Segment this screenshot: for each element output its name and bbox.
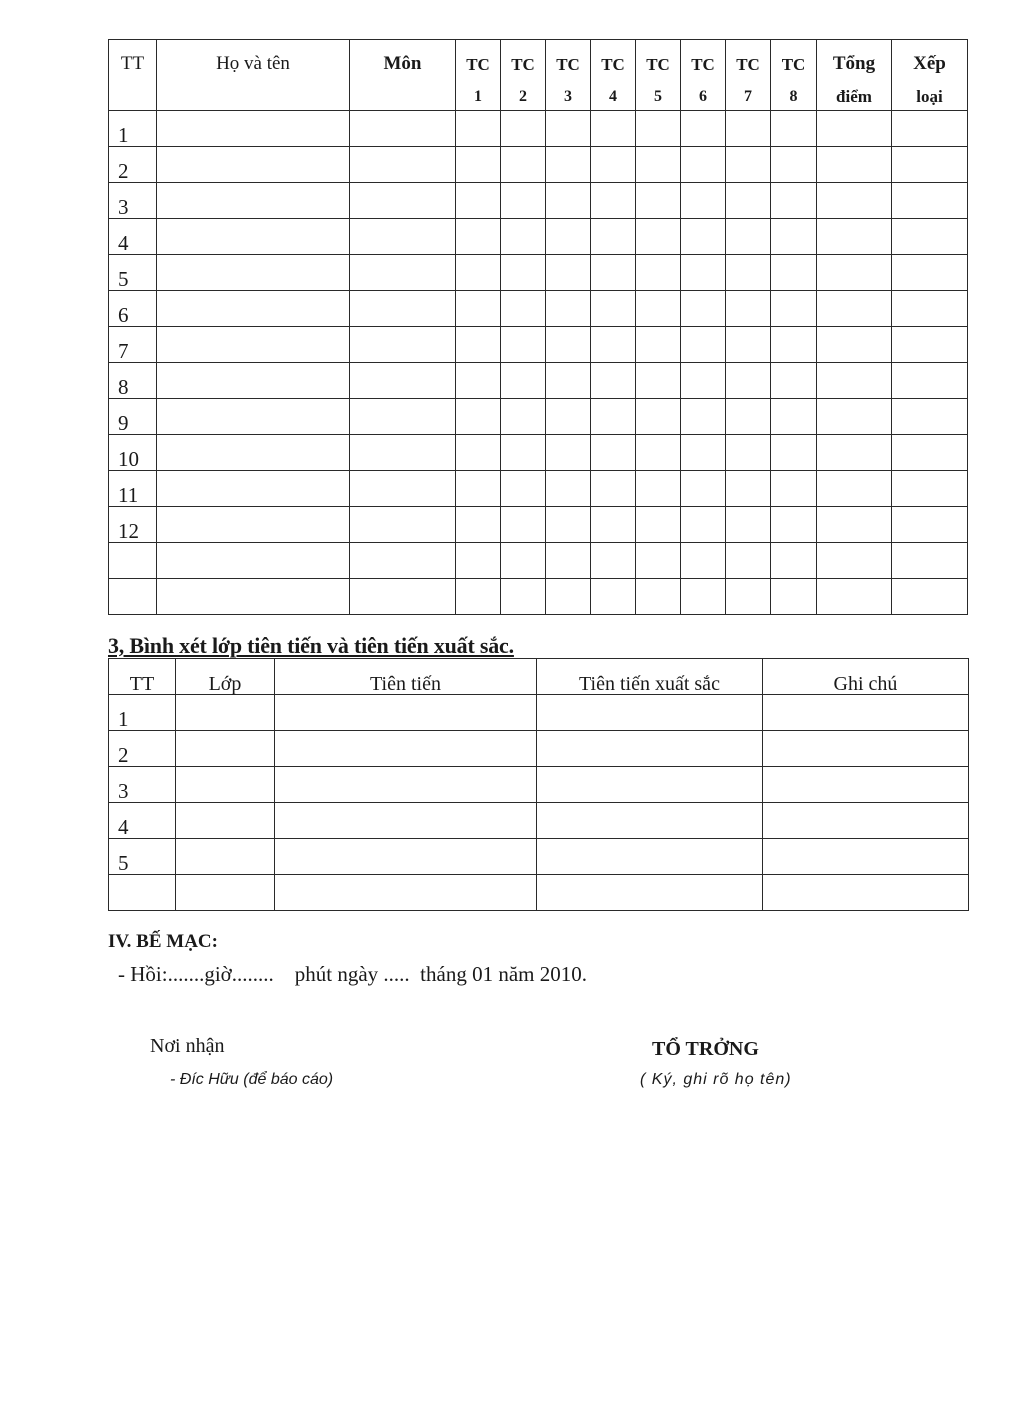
- header-tc-1: TC 1: [456, 40, 501, 111]
- empty-cell[interactable]: [771, 507, 817, 543]
- empty-cell[interactable]: [726, 579, 771, 615]
- empty-cell[interactable]: [726, 147, 771, 183]
- empty-cell[interactable]: [501, 471, 546, 507]
- row-number: 1: [109, 111, 157, 147]
- empty-cell[interactable]: [501, 399, 546, 435]
- empty-cell[interactable]: [892, 183, 968, 219]
- empty-cell[interactable]: [636, 399, 681, 435]
- score-table-row: [109, 435, 968, 471]
- header-tong-diem: Tổng điểm: [817, 40, 892, 111]
- empty-cell[interactable]: [157, 219, 350, 255]
- empty-cell[interactable]: [456, 183, 501, 219]
- empty-cell[interactable]: [456, 579, 501, 615]
- empty-cell[interactable]: [350, 219, 456, 255]
- empty-cell[interactable]: [771, 111, 817, 147]
- empty-cell[interactable]: [636, 219, 681, 255]
- empty-cell[interactable]: [537, 731, 763, 767]
- row-number: [109, 543, 157, 579]
- row-number: [109, 579, 157, 615]
- header-tc-5: TC 5: [636, 40, 681, 111]
- empty-cell[interactable]: [771, 219, 817, 255]
- row-number: 5: [109, 255, 157, 291]
- empty-cell[interactable]: [771, 147, 817, 183]
- empty-cell[interactable]: [591, 327, 636, 363]
- score-table-row: [109, 111, 968, 147]
- empty-cell[interactable]: [546, 183, 591, 219]
- empty-cell[interactable]: [501, 291, 546, 327]
- empty-cell[interactable]: [456, 363, 501, 399]
- score-table-row: [109, 363, 968, 399]
- empty-cell[interactable]: [591, 435, 636, 471]
- empty-cell[interactable]: [726, 435, 771, 471]
- empty-cell[interactable]: [591, 291, 636, 327]
- empty-cell[interactable]: [726, 399, 771, 435]
- score-table: [108, 39, 968, 615]
- empty-cell[interactable]: [681, 435, 726, 471]
- empty-cell[interactable]: [636, 183, 681, 219]
- empty-cell[interactable]: [176, 731, 275, 767]
- empty-cell[interactable]: [681, 219, 726, 255]
- row-number: 6: [109, 291, 157, 327]
- empty-cell[interactable]: [636, 255, 681, 291]
- empty-cell[interactable]: [726, 291, 771, 327]
- empty-cell[interactable]: [546, 327, 591, 363]
- row-number: 12: [109, 507, 157, 543]
- score-table-row: [109, 579, 968, 615]
- empty-cell[interactable]: [157, 111, 350, 147]
- empty-cell[interactable]: [501, 579, 546, 615]
- row-number: 10: [109, 435, 157, 471]
- empty-cell[interactable]: [350, 255, 456, 291]
- empty-cell[interactable]: [726, 111, 771, 147]
- empty-cell[interactable]: [546, 579, 591, 615]
- empty-cell[interactable]: [591, 471, 636, 507]
- class-ranking-row: [109, 839, 969, 875]
- empty-cell[interactable]: [176, 803, 275, 839]
- class-ranking-table: [108, 658, 969, 911]
- row-number: 4: [109, 219, 157, 255]
- empty-cell[interactable]: [636, 111, 681, 147]
- empty-cell[interactable]: [636, 507, 681, 543]
- closing-time-line: - Hồi:.......giờ........ phút ngày ..... tháng 01 năm 2010.: [118, 962, 587, 986]
- empty-cell[interactable]: [817, 147, 892, 183]
- empty-cell[interactable]: [350, 543, 456, 579]
- class-ranking-row: [109, 767, 969, 803]
- empty-cell[interactable]: [681, 147, 726, 183]
- section-3-title: 3, Bình xét lớp tiên tiến và tiên tiến xuất sắc.: [108, 633, 514, 658]
- recipient-item: - Đíc Hữu (để báo cáo): [170, 1071, 334, 1088]
- empty-cell[interactable]: [350, 399, 456, 435]
- header-xep-loai: Xếp loại: [892, 40, 968, 111]
- score-table-header-row: [109, 40, 968, 111]
- empty-cell[interactable]: [681, 471, 726, 507]
- empty-cell[interactable]: [591, 507, 636, 543]
- empty-cell[interactable]: [591, 183, 636, 219]
- empty-cell[interactable]: [176, 839, 275, 875]
- empty-cell[interactable]: [501, 363, 546, 399]
- empty-cell[interactable]: [546, 147, 591, 183]
- empty-cell[interactable]: [501, 219, 546, 255]
- empty-cell[interactable]: [771, 543, 817, 579]
- row-number: 8: [109, 363, 157, 399]
- empty-cell[interactable]: [817, 507, 892, 543]
- empty-cell[interactable]: [176, 875, 275, 911]
- empty-cell[interactable]: [636, 363, 681, 399]
- empty-cell[interactable]: [591, 579, 636, 615]
- empty-cell[interactable]: [726, 543, 771, 579]
- header-tt: TT: [109, 659, 176, 695]
- empty-cell[interactable]: [350, 363, 456, 399]
- empty-cell[interactable]: [771, 255, 817, 291]
- empty-cell[interactable]: [350, 147, 456, 183]
- empty-cell[interactable]: [456, 543, 501, 579]
- empty-cell[interactable]: [350, 327, 456, 363]
- empty-cell[interactable]: [456, 399, 501, 435]
- empty-cell[interactable]: [157, 471, 350, 507]
- empty-cell[interactable]: [771, 363, 817, 399]
- empty-cell[interactable]: [763, 695, 969, 731]
- score-table-row: [109, 291, 968, 327]
- empty-cell[interactable]: [817, 363, 892, 399]
- empty-cell[interactable]: [350, 183, 456, 219]
- header-ghi-chu: Ghi chú: [763, 659, 969, 695]
- empty-cell[interactable]: [501, 435, 546, 471]
- class-ranking-header-row: [109, 659, 969, 695]
- empty-cell[interactable]: [726, 183, 771, 219]
- row-number: 1: [109, 695, 176, 731]
- empty-cell[interactable]: [501, 255, 546, 291]
- empty-cell[interactable]: [636, 435, 681, 471]
- empty-cell[interactable]: [591, 111, 636, 147]
- score-table-row: [109, 543, 968, 579]
- empty-cell[interactable]: [275, 695, 537, 731]
- header-tien-tien: Tiên tiến: [275, 659, 537, 695]
- empty-cell[interactable]: [681, 399, 726, 435]
- header-mon: Môn: [350, 40, 456, 111]
- empty-cell[interactable]: [636, 291, 681, 327]
- score-table-row: [109, 507, 968, 543]
- header-ho-va-ten: Họ và tên: [157, 40, 350, 111]
- empty-cell[interactable]: [275, 839, 537, 875]
- empty-cell[interactable]: [681, 327, 726, 363]
- empty-cell[interactable]: [763, 731, 969, 767]
- empty-cell[interactable]: [537, 875, 763, 911]
- empty-cell[interactable]: [350, 111, 456, 147]
- empty-cell[interactable]: [275, 803, 537, 839]
- empty-cell[interactable]: [817, 327, 892, 363]
- row-number: [109, 875, 176, 911]
- empty-cell[interactable]: [817, 435, 892, 471]
- row-number: 9: [109, 399, 157, 435]
- empty-cell[interactable]: [591, 219, 636, 255]
- empty-cell[interactable]: [501, 183, 546, 219]
- empty-cell[interactable]: [546, 543, 591, 579]
- score-table-row: [109, 399, 968, 435]
- empty-cell[interactable]: [726, 471, 771, 507]
- signer-title: TỔ TRỞNG: [652, 1038, 759, 1060]
- empty-cell[interactable]: [892, 147, 968, 183]
- empty-cell[interactable]: [892, 255, 968, 291]
- empty-cell[interactable]: [591, 255, 636, 291]
- empty-cell[interactable]: [726, 363, 771, 399]
- empty-cell[interactable]: [817, 219, 892, 255]
- empty-cell[interactable]: [546, 399, 591, 435]
- empty-cell[interactable]: [892, 579, 968, 615]
- empty-cell[interactable]: [817, 183, 892, 219]
- empty-cell[interactable]: [817, 579, 892, 615]
- empty-cell[interactable]: [771, 579, 817, 615]
- empty-cell[interactable]: [157, 579, 350, 615]
- empty-cell[interactable]: [157, 183, 350, 219]
- empty-cell[interactable]: [456, 111, 501, 147]
- empty-cell[interactable]: [546, 363, 591, 399]
- empty-cell[interactable]: [681, 111, 726, 147]
- score-table-row: [109, 219, 968, 255]
- empty-cell[interactable]: [892, 327, 968, 363]
- empty-cell[interactable]: [546, 507, 591, 543]
- empty-cell[interactable]: [350, 507, 456, 543]
- empty-cell[interactable]: [157, 507, 350, 543]
- empty-cell[interactable]: [350, 435, 456, 471]
- empty-cell[interactable]: [817, 543, 892, 579]
- empty-cell[interactable]: [636, 327, 681, 363]
- class-ranking-row: [109, 731, 969, 767]
- class-ranking-body: [109, 695, 969, 911]
- empty-cell[interactable]: [157, 543, 350, 579]
- empty-cell[interactable]: [546, 111, 591, 147]
- empty-cell[interactable]: [771, 471, 817, 507]
- empty-cell[interactable]: [456, 435, 501, 471]
- empty-cell[interactable]: [501, 507, 546, 543]
- empty-cell[interactable]: [681, 507, 726, 543]
- empty-cell[interactable]: [892, 399, 968, 435]
- class-ranking-row: [109, 695, 969, 731]
- signer-note: ( Ký, ghi rõ họ tên): [640, 1071, 792, 1088]
- score-table-row: [109, 183, 968, 219]
- empty-cell[interactable]: [546, 291, 591, 327]
- empty-cell[interactable]: [546, 471, 591, 507]
- empty-cell[interactable]: [681, 579, 726, 615]
- empty-cell[interactable]: [681, 363, 726, 399]
- header-tc-6: TC 6: [681, 40, 726, 111]
- empty-cell[interactable]: [350, 291, 456, 327]
- header-lop: Lớp: [176, 659, 275, 695]
- empty-cell[interactable]: [892, 507, 968, 543]
- empty-cell[interactable]: [157, 291, 350, 327]
- empty-cell[interactable]: [537, 695, 763, 731]
- empty-cell[interactable]: [892, 219, 968, 255]
- empty-cell[interactable]: [817, 399, 892, 435]
- empty-cell[interactable]: [817, 111, 892, 147]
- row-number: 2: [109, 147, 157, 183]
- empty-cell[interactable]: [537, 803, 763, 839]
- header-tc-7: TC 7: [726, 40, 771, 111]
- empty-cell[interactable]: [636, 543, 681, 579]
- empty-cell[interactable]: [501, 327, 546, 363]
- score-table-row: [109, 147, 968, 183]
- empty-cell[interactable]: [157, 327, 350, 363]
- empty-cell[interactable]: [275, 767, 537, 803]
- empty-cell[interactable]: [456, 471, 501, 507]
- empty-cell[interactable]: [892, 471, 968, 507]
- empty-cell[interactable]: [456, 327, 501, 363]
- empty-cell[interactable]: [763, 839, 969, 875]
- row-number: 2: [109, 731, 176, 767]
- empty-cell[interactable]: [157, 435, 350, 471]
- empty-cell[interactable]: [157, 147, 350, 183]
- empty-cell[interactable]: [456, 507, 501, 543]
- empty-cell[interactable]: [681, 183, 726, 219]
- header-tc-2: TC 2: [501, 40, 546, 111]
- score-table-body: [109, 111, 968, 615]
- empty-cell[interactable]: [501, 147, 546, 183]
- empty-cell[interactable]: [726, 507, 771, 543]
- empty-cell[interactable]: [771, 327, 817, 363]
- empty-cell[interactable]: [275, 731, 537, 767]
- empty-cell[interactable]: [176, 695, 275, 731]
- empty-cell[interactable]: [456, 255, 501, 291]
- empty-cell[interactable]: [892, 111, 968, 147]
- score-table-row: [109, 327, 968, 363]
- empty-cell[interactable]: [763, 875, 969, 911]
- empty-cell[interactable]: [892, 291, 968, 327]
- row-number: 5: [109, 839, 176, 875]
- empty-cell[interactable]: [681, 291, 726, 327]
- class-ranking-row: [109, 803, 969, 839]
- empty-cell[interactable]: [817, 255, 892, 291]
- header-tc-4: TC 4: [591, 40, 636, 111]
- header-tc-3: TC 3: [546, 40, 591, 111]
- empty-cell[interactable]: [546, 435, 591, 471]
- empty-cell[interactable]: [771, 399, 817, 435]
- empty-cell[interactable]: [157, 255, 350, 291]
- header-tt: TT: [109, 40, 157, 111]
- empty-cell[interactable]: [157, 363, 350, 399]
- empty-cell[interactable]: [726, 219, 771, 255]
- header-tien-tien-xuat-sac: Tiên tiến xuất sắc: [537, 659, 763, 695]
- empty-cell[interactable]: [157, 399, 350, 435]
- empty-cell[interactable]: [817, 291, 892, 327]
- row-number: 11: [109, 471, 157, 507]
- empty-cell[interactable]: [892, 543, 968, 579]
- empty-cell[interactable]: [591, 543, 636, 579]
- row-number: 3: [109, 767, 176, 803]
- empty-cell[interactable]: [591, 363, 636, 399]
- empty-cell[interactable]: [636, 579, 681, 615]
- empty-cell[interactable]: [681, 255, 726, 291]
- empty-cell[interactable]: [771, 183, 817, 219]
- empty-cell[interactable]: [537, 839, 763, 875]
- empty-cell[interactable]: [681, 543, 726, 579]
- empty-cell[interactable]: [591, 399, 636, 435]
- empty-cell[interactable]: [176, 767, 275, 803]
- empty-cell[interactable]: [763, 767, 969, 803]
- empty-cell[interactable]: [771, 435, 817, 471]
- empty-cell[interactable]: [892, 435, 968, 471]
- empty-cell[interactable]: [636, 471, 681, 507]
- empty-cell[interactable]: [350, 471, 456, 507]
- section-4-title: IV. BẾ MẠC:: [108, 931, 218, 952]
- empty-cell[interactable]: [456, 219, 501, 255]
- empty-cell[interactable]: [275, 875, 537, 911]
- row-number: 4: [109, 803, 176, 839]
- empty-cell[interactable]: [771, 291, 817, 327]
- score-table-row: [109, 471, 968, 507]
- empty-cell[interactable]: [763, 803, 969, 839]
- empty-cell[interactable]: [546, 255, 591, 291]
- empty-cell[interactable]: [726, 327, 771, 363]
- empty-cell[interactable]: [501, 111, 546, 147]
- empty-cell[interactable]: [456, 291, 501, 327]
- row-number: 3: [109, 183, 157, 219]
- empty-cell[interactable]: [350, 579, 456, 615]
- empty-cell[interactable]: [817, 471, 892, 507]
- row-number: 7: [109, 327, 157, 363]
- recipients-label: Nơi nhận: [150, 1035, 225, 1057]
- header-tc-8: TC 8: [771, 40, 817, 111]
- empty-cell[interactable]: [546, 219, 591, 255]
- empty-cell[interactable]: [456, 147, 501, 183]
- empty-cell[interactable]: [501, 543, 546, 579]
- empty-cell[interactable]: [636, 147, 681, 183]
- empty-cell[interactable]: [537, 767, 763, 803]
- score-table-row: [109, 255, 968, 291]
- class-ranking-row: [109, 875, 969, 911]
- empty-cell[interactable]: [726, 255, 771, 291]
- empty-cell[interactable]: [892, 363, 968, 399]
- empty-cell[interactable]: [591, 147, 636, 183]
